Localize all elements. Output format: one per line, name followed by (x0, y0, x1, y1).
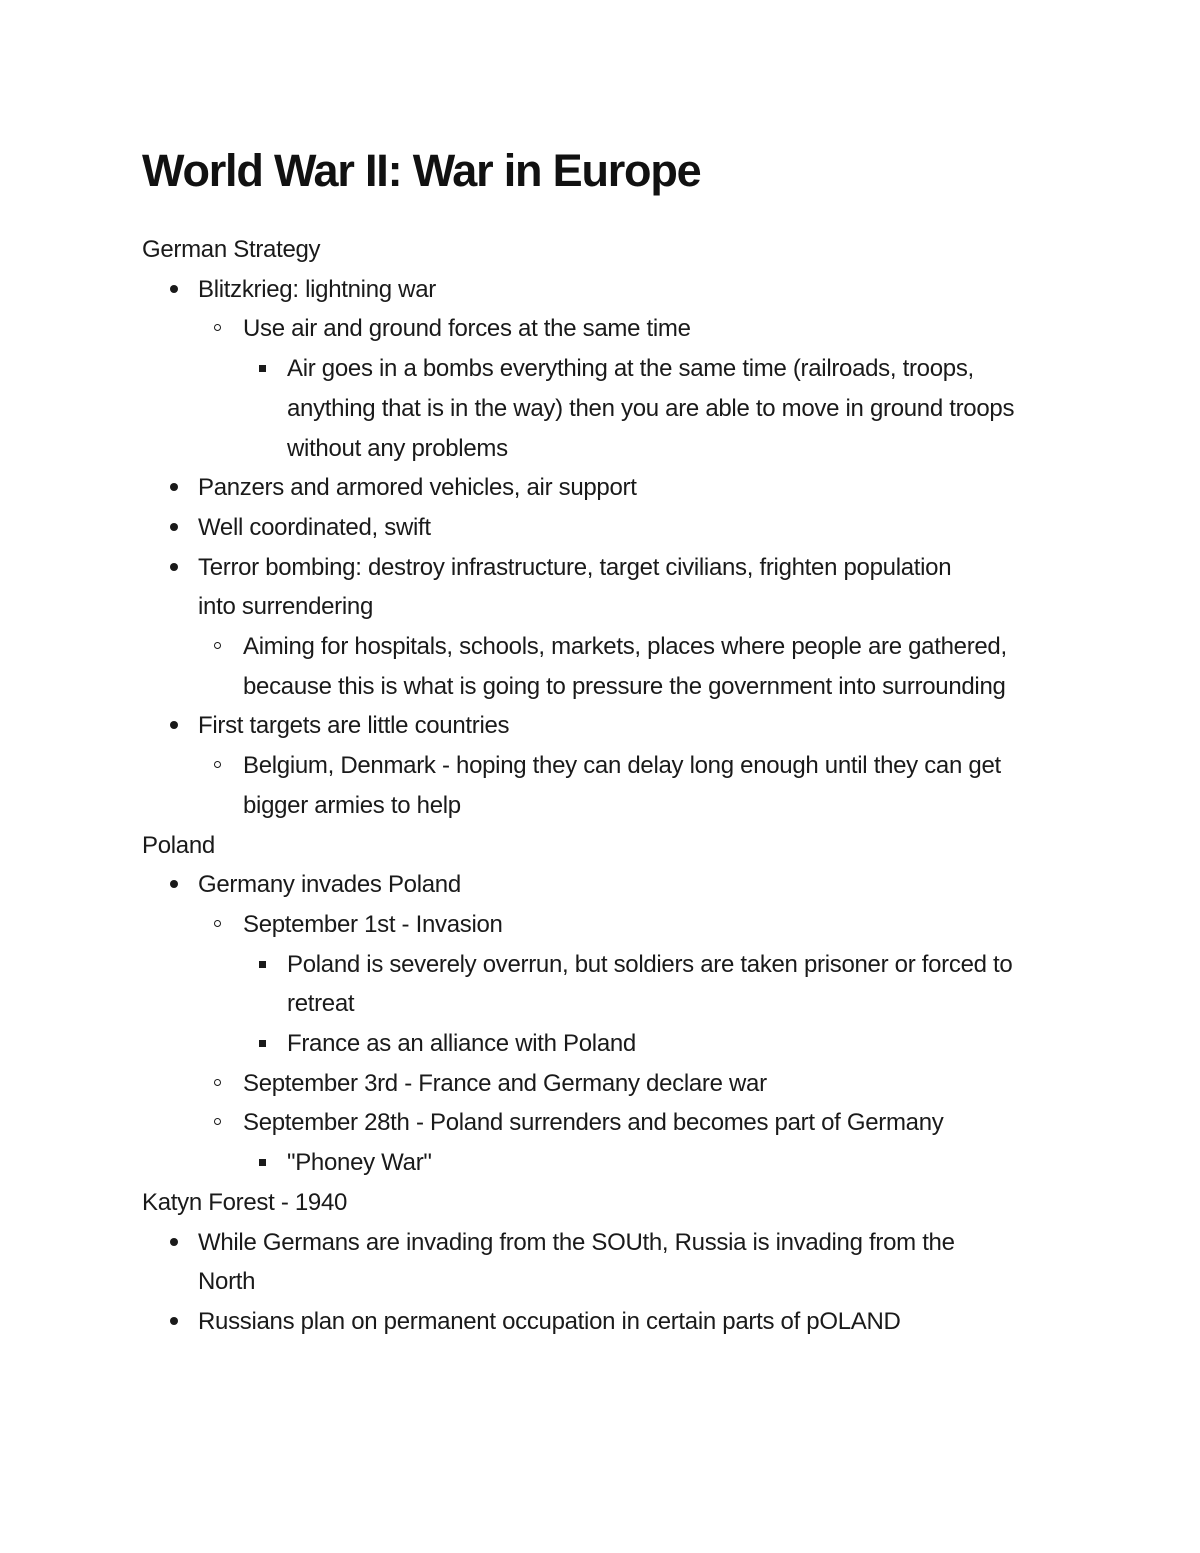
list-item (142, 1024, 1062, 1064)
section-katyn-forest (142, 1183, 1062, 1342)
bullet-square-icon (259, 1040, 266, 1047)
bullet-square-icon (259, 1159, 266, 1166)
list-item-text: "Phoney War" (287, 1149, 432, 1177)
bullet-dot-icon (170, 563, 178, 571)
section-german-strategy (142, 230, 1062, 826)
bullet-circle-icon (214, 920, 221, 927)
section-heading: German Strategy (142, 236, 321, 263)
list-item (142, 905, 1062, 1064)
list-item-text: Air goes in a bombs everything at the same time (railroads, troops, anything that is in the way) then you are able to move in ground troops without any problems (287, 355, 1015, 462)
section-heading: Katyn Forest - 1940 (142, 1188, 348, 1216)
bullet-dot-icon (170, 285, 178, 293)
bullet-dot-icon (170, 483, 178, 491)
bullet-circle-icon (214, 324, 221, 331)
list-item (142, 468, 1062, 508)
list-item (142, 627, 1062, 706)
bullet-circle-icon (214, 642, 221, 649)
list-item-text: Aiming for hospitals, schools, markets, places where people are gathered, because this is what is going to pressure the government into surrounding (243, 633, 1007, 700)
list-item (142, 865, 1062, 1183)
list-item-text: Belgium, Denmark - hoping they can delay long enough until they can get bigger armies to help (243, 752, 1001, 819)
list-item (142, 508, 1062, 548)
bullet-square-icon (259, 365, 266, 372)
list-item-text: France as an alliance with Poland (287, 1030, 636, 1058)
bullet-dot-icon (170, 721, 178, 729)
bullet-circle-icon (214, 1118, 221, 1125)
list-item-text: Well coordinated, swift (198, 513, 431, 541)
bullet-circle-icon (214, 1079, 221, 1086)
list-item-text: Terror bombing: destroy infrastructure, target civilians, frighten population into surrendering (198, 553, 952, 621)
list-item (142, 945, 1062, 1024)
list-item-text: First targets are little countries (198, 712, 510, 740)
bullet-dot-icon (170, 1238, 178, 1246)
section-heading: Poland (142, 831, 215, 859)
bullet-circle-icon (214, 761, 221, 768)
list-item-text: September 3rd - France and Germany declare war (243, 1069, 767, 1097)
notes-body (142, 230, 1062, 1342)
bullet-dot-icon (170, 1317, 178, 1325)
list-item-text: September 28th - Poland surrenders and becomes part of Germany (243, 1109, 944, 1137)
list-item (142, 309, 1062, 468)
list-item (142, 1064, 1062, 1104)
list-item (142, 1302, 1062, 1342)
list-item-text: Panzers and armored vehicles, air support (198, 474, 637, 502)
list-item (142, 746, 1062, 825)
bullet-dot-icon (170, 523, 178, 531)
bullet-list (142, 270, 1062, 826)
list-item (142, 270, 1062, 469)
list-item (142, 1103, 1062, 1182)
list-item-text: While Germans are invading from the SOUth, Russia is invading from the North (198, 1228, 955, 1296)
list-item-text: Blitzkrieg: lightning war (198, 275, 436, 303)
list-item (142, 706, 1062, 825)
list-item-text: Germany invades Poland (198, 871, 461, 899)
list-item-text: September 1st - Invasion (243, 910, 503, 938)
bullet-dot-icon (170, 880, 178, 888)
list-item-text: Russians plan on permanent occupation in certain parts of pOLAND (198, 1307, 901, 1335)
list-item-text: Poland is severely overrun, but soldiers are taken prisoner or forced to retreat (287, 950, 1013, 1018)
list-item-text: Use air and ground forces at the same time (243, 315, 691, 343)
bullet-list (142, 865, 1062, 1183)
list-item (142, 1223, 1062, 1302)
page-title: World War II: War in Europe (142, 145, 701, 196)
list-item (142, 349, 1062, 468)
bullet-square-icon (259, 961, 266, 968)
list-item (142, 1143, 1062, 1183)
list-item (142, 548, 1062, 707)
section-poland (142, 826, 1062, 1183)
bullet-list (142, 1223, 1062, 1342)
